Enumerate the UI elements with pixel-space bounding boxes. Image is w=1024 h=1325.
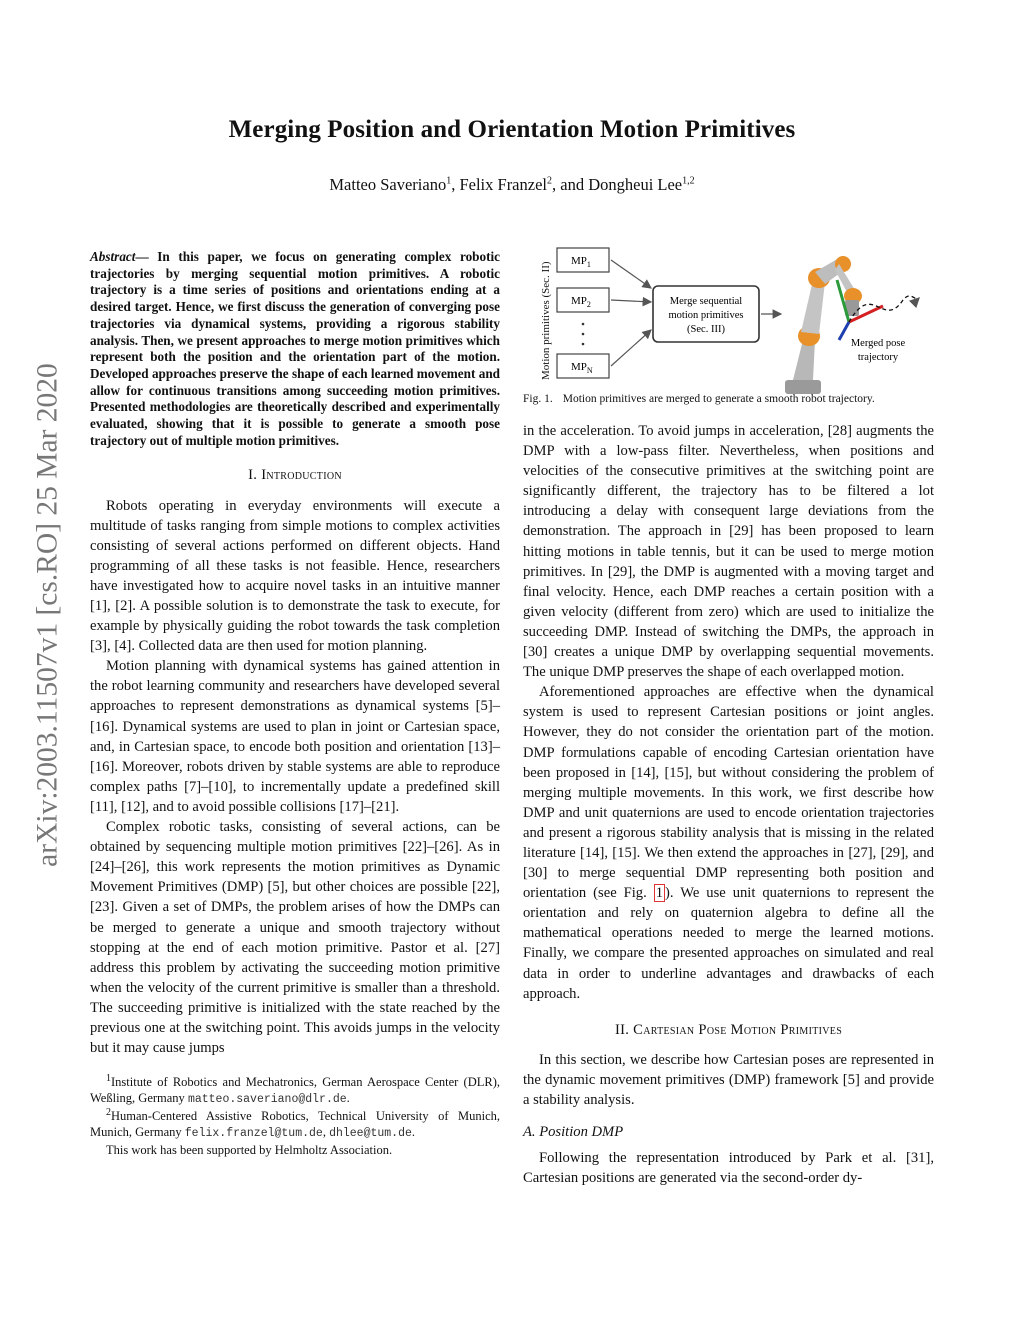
right-paragraph-2: Aforementioned approaches are effective when the dynamical system is used to represent Cartesian positions or joint angles. However, they do not consider the orientation part of the motion. DMP formulations capable of encoding Cartesian orientation have been proposed in [14], [15], but without considering the problem of merging multiple movements. In this work, we first describe how DMP and unit quaternions are used to encode orientation trajectories and present a rigorous stability analysis that is missing in the related literature [14], [15]. We then extend the approaches in [27], [29], and [30] to merge sequential DMP representing both position and orientation (see Fig. 1 ). We use unit quaternions to represent the orientation and rely on quaternion algebra to define all the mathematical operations needed to merge the learned motions. Finally, we compare the presented approaches on simulated and real data in order to underline advantages and drawbacks of each approach. xyxy=(523,684,934,1002)
figure-axis-label: Motion primitives (Sec. II) xyxy=(540,261,552,380)
merge-label-2: motion primitives xyxy=(668,310,744,321)
arxiv-stamp: arXiv:2003.11507v1 [cs.RO] 25 Mar 2020 xyxy=(31,363,64,867)
abstract-label: Abstract xyxy=(90,249,136,264)
intro-paragraph-2: Motion planning with dynamical systems has gained attention in the robot learning community and researchers have developed several approaches to represent demonstrations as dynamical systems [5]–[16]. Dynamical systems are used to plan in joint or Cartesian space, and, in Cartesian space, to encode both position and orientation [13]–[16]. Moreover, robots driven by stable systems are able to reproduce complex paths [7]–[10], to incrementally update a predefined skill [11], [12], and to avoid possible collisions [17]–[21]. xyxy=(90,658,500,815)
merge-label-3: (Sec. III) xyxy=(687,324,725,335)
figure-caption xyxy=(523,392,943,406)
abstract xyxy=(90,249,500,449)
orientation-axis-blue xyxy=(839,322,849,340)
right-column xyxy=(523,421,934,1188)
ellipsis-dot xyxy=(582,343,585,346)
ellipsis-dot xyxy=(582,323,585,326)
arrow-mpn xyxy=(611,330,651,366)
merged-label-1: Merged pose xyxy=(850,338,906,349)
section-heading-introduction xyxy=(90,465,500,485)
subsection-paragraph-1: Following the representation introduced by Park et al. [31], Cartesian positions are generated via the second-order dy- xyxy=(523,1150,934,1187)
figure-1 xyxy=(523,240,943,415)
abstract-text: — In this paper, we focus on generating complex robotic trajectories by merging sequential motion primitives. A robotic trajectory is a time series of positions and orientations ending at a desired target. Hence, we first discuss the generation of converging pose trajectories via dynamical systems, providing a rigorous stability analysis. Then, we present approaches to merge motion primitives which represent both the position and the orientation part of the motion. Developed approaches preserve the shape of each learned movement and allow for continuous transitions among succeeding motion primitives. Presented methodologies are theoretically described and experimentally evaluated, showing that it is possible to generate a smooth pose trajectory out of multiple motion primitives. xyxy=(90,249,500,448)
author-list: Matteo Saveriano$^1$, Felix Franzel$^2$, and Dongheui Lee$^{1,2}$ xyxy=(329,175,695,194)
intro-paragraph-1: Robots operating in everyday environments will execute a multitude of tasks ranging from simple motions to complex activities consisting of several actions performed on different objects. Hand programming of all these tasks is not feasible. Hence, researchers have investigated how to acquire novel tasks in an intuitive manner [1], [2]. A possible solution is to demonstrate the task to execute, for example by physically guiding the robot towards the task completion [3], [4]. Collected data are then used for motion planning. xyxy=(90,497,500,655)
section-number: I. xyxy=(248,467,258,484)
footnote-1: $^1$Institute of Robotics and Mechatronics, German Aerospace Center (DLR), Weßling, Germany matteo.saveriano@dlr.de. xyxy=(90,1073,500,1107)
email-link[interactable]: felix.franzel@tum.de xyxy=(184,1127,323,1141)
mp1-label: $MP_1$ xyxy=(571,255,591,269)
intro-paragraph-3: Complex robotic tasks, consisting of several actions, can be obtained by sequencing multiple motion primitives [22]–[26]. As in [24]–[26], this work represents the motion primitives as Dynamic Movement Primitives (DMP) [5], but other choices are possible [22], [23]. Given a set of DMPs, the problem arises of how the DMPs can be merged to generate a unique and smooth trajectory without stopping at the end of each motion primitive. Pastor et al. [27] address this problem by activating the succeeding motion primitive when the velocity of the current primitive is smaller than a threshold. The succeeding primitive is initialized with the state reached by the previous one at the switching point. This avoids jumps in the velocity but it may cause jumps xyxy=(90,819,500,1057)
email-link[interactable]: dhlee@tum.de xyxy=(329,1127,412,1141)
section-heading-cartesian xyxy=(523,1020,934,1040)
footnote-2: $^2$Human-Centered Assistive Robotics, Technical University of Munich, Munich, Germany felix.franzel@tum.de, dhlee@tum.de. xyxy=(90,1107,500,1141)
subsection-heading: A. Position DMP xyxy=(523,1124,624,1141)
paper-title: Merging Position and Orientation Motion Primitives xyxy=(228,116,796,143)
right-paragraph-1: in the acceleration. To avoid jumps in acceleration, [28] augments the DMP with a low-pass filter. Nevertheless, when positions and velocities of the consecutive primitives at the switching point are significantly different, the trajectory has to be filtered a lot introducing a delay with consequent large deviations from the demonstration. The approach in [29] has been proposed to learn hitting motions in table tennis, but it can be used to merge motion primitives. In [29], the DMP is augmented with a moving target and final velocity. Hence, each DMP reaches a certain position with a given velocity (different from zero) which are used to initialize the succeeding DMP. Instead of switching the DMPs, the approach in [30] creates a unique DMP by overlapping sequential movements. The unique DMP preserves the shape of each overlapped motion. xyxy=(523,423,934,681)
figure-reference-link[interactable]: 1 xyxy=(655,885,664,902)
section-title: Cartesian Pose Motion Primitives xyxy=(633,1021,843,1038)
ellipsis-dot xyxy=(582,333,585,336)
footnote-3: This work has been supported by Helmholtz Association. xyxy=(106,1143,393,1158)
mpn-label: $MP_N$ xyxy=(571,361,593,375)
section2-paragraph-1: In this section, we describe how Cartesian poses are represented in the dynamic movement primitives (DMP) framework [5] and provide a stability analysis. xyxy=(523,1051,934,1108)
merge-label-1: Merge sequential xyxy=(669,296,743,307)
figure-number: Fig. 1. xyxy=(523,393,553,405)
footnotes xyxy=(90,1074,500,1158)
section-number: II. xyxy=(614,1021,630,1038)
figure-caption-text: Motion primitives are merged to generate a smooth robot trajectory. xyxy=(562,393,875,405)
left-column xyxy=(90,249,500,1158)
robot-arm-illustration xyxy=(785,256,862,394)
arrow-mp1 xyxy=(611,260,651,288)
section-title: Introduction xyxy=(261,467,342,484)
email-link[interactable]: matteo.saveriano@dlr.de xyxy=(187,1093,347,1107)
mp2-label: $MP_2$ xyxy=(571,295,591,309)
merged-label-2: trajectory xyxy=(857,352,899,363)
arrow-mp2 xyxy=(611,300,651,302)
